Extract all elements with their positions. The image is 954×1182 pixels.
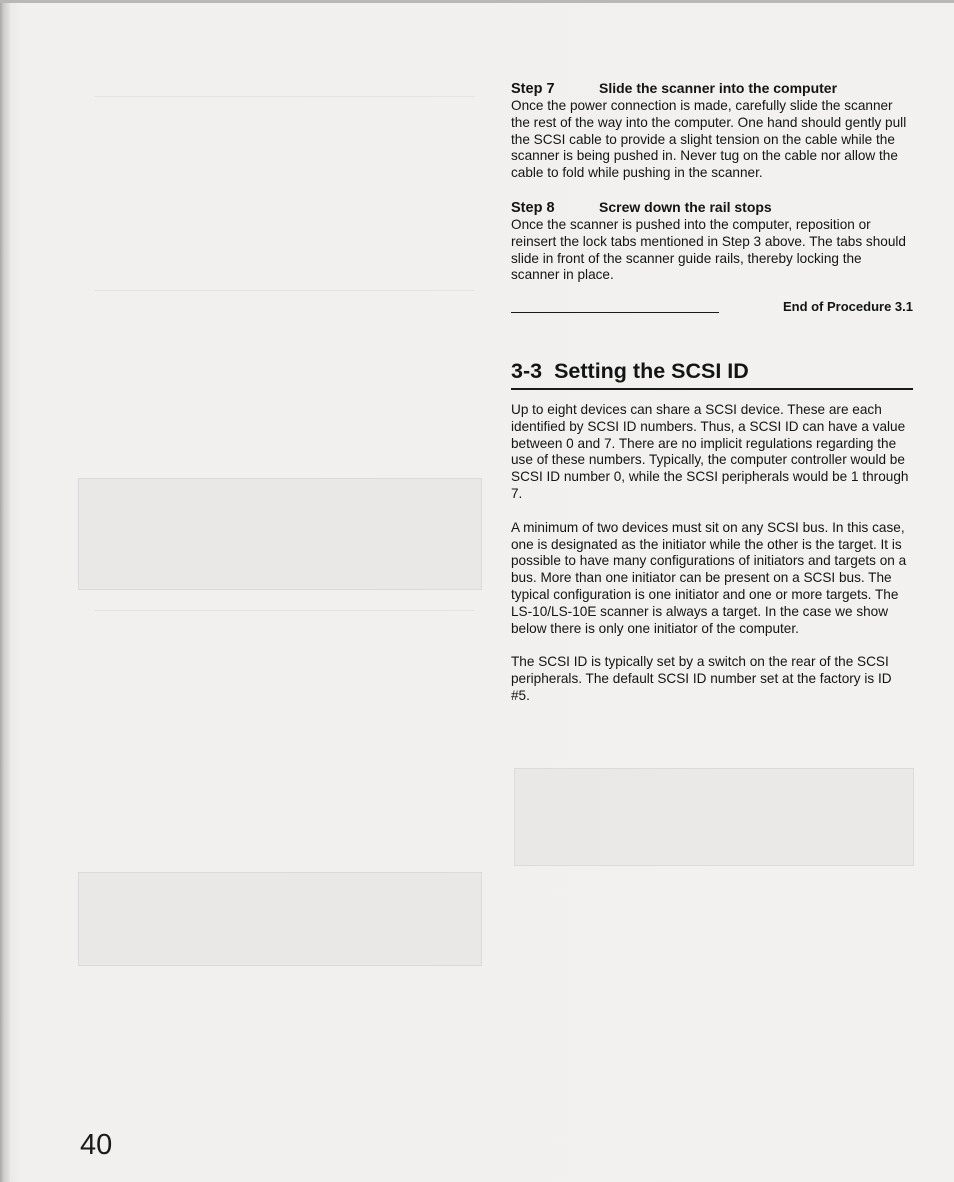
- body-paragraph-3: The SCSI ID is typically set by a switch on the rear of the SCSI peripherals. The default SCSI ID number set at the factory is ID #5.: [511, 654, 892, 703]
- step-8-heading: [511, 199, 913, 217]
- step-7-text: Once the power connection is made, carefully slide the scanner the rest of the way into the computer. One hand should gently pull the SCSI cable to provide a slight tension on the cable while the scanner is being pushed in. Never tug on the cable nor allow the cable to fold while pushing in the scanner.: [511, 98, 907, 181]
- bleed-through-box-3: [514, 768, 914, 866]
- end-of-procedure-label: End of Procedure 3.1: [782, 299, 913, 315]
- page-binding-edge: [0, 0, 10, 1182]
- step-8-text: Once the scanner is pushed into the computer, reposition or reinsert the lock tabs mentioned in Step 3 above. The tabs should slide in front of the scanner guide rails, thereby locking the scanner in place.: [511, 216, 906, 283]
- bleed-through-line-2: [95, 290, 475, 291]
- section-body: [511, 402, 913, 722]
- bleed-through-line-1: [95, 96, 475, 97]
- section-heading-rule: [511, 388, 913, 390]
- bleed-through-line-3: [95, 610, 475, 611]
- body-paragraph-1: Up to eight devices can share a SCSI device. These are each identified by SCSI ID numbers. Thus, a SCSI ID can have a value between 0 and 7. There are no implicit regulations regarding the use of these numbers. Typically, the computer controller would be SCSI ID number 0, while the SCSI peripherals would be 1 through 7.: [511, 402, 909, 501]
- page-number: 40: [80, 1129, 113, 1161]
- step-7-title: Slide the scanner into the computer: [599, 80, 838, 96]
- step-8-title: Screw down the rail stops: [599, 198, 772, 215]
- end-of-procedure: [511, 296, 913, 316]
- step-8: [511, 199, 913, 284]
- bleed-through-box-2: [78, 872, 482, 966]
- step-7-number: Step 7: [511, 81, 555, 97]
- end-of-procedure-rule: [511, 312, 719, 313]
- bleed-through-box-1: [78, 478, 482, 590]
- section-title: Setting the SCSI ID: [554, 359, 749, 383]
- section-number: 3-3: [511, 359, 543, 383]
- section-heading: [511, 357, 913, 385]
- body-paragraph-2: A minimum of two devices must sit on any SCSI bus. In this case, one is designated as the initiator while the other is the target. It is possible to have many configurations of initiators and targets on a bus. More than one initiator can be present on a SCSI bus. The typical configuration is one initiator and one or more targets. The LS-10/LS-10E scanner is always a target. In the case we show below there is only one initiator of the computer.: [511, 519, 907, 636]
- page-top-edge: [0, 0, 954, 3]
- step-7-heading: [511, 80, 913, 98]
- step-8-number: Step 8: [511, 199, 555, 216]
- step-7: [511, 80, 913, 182]
- procedure-steps: [511, 80, 913, 316]
